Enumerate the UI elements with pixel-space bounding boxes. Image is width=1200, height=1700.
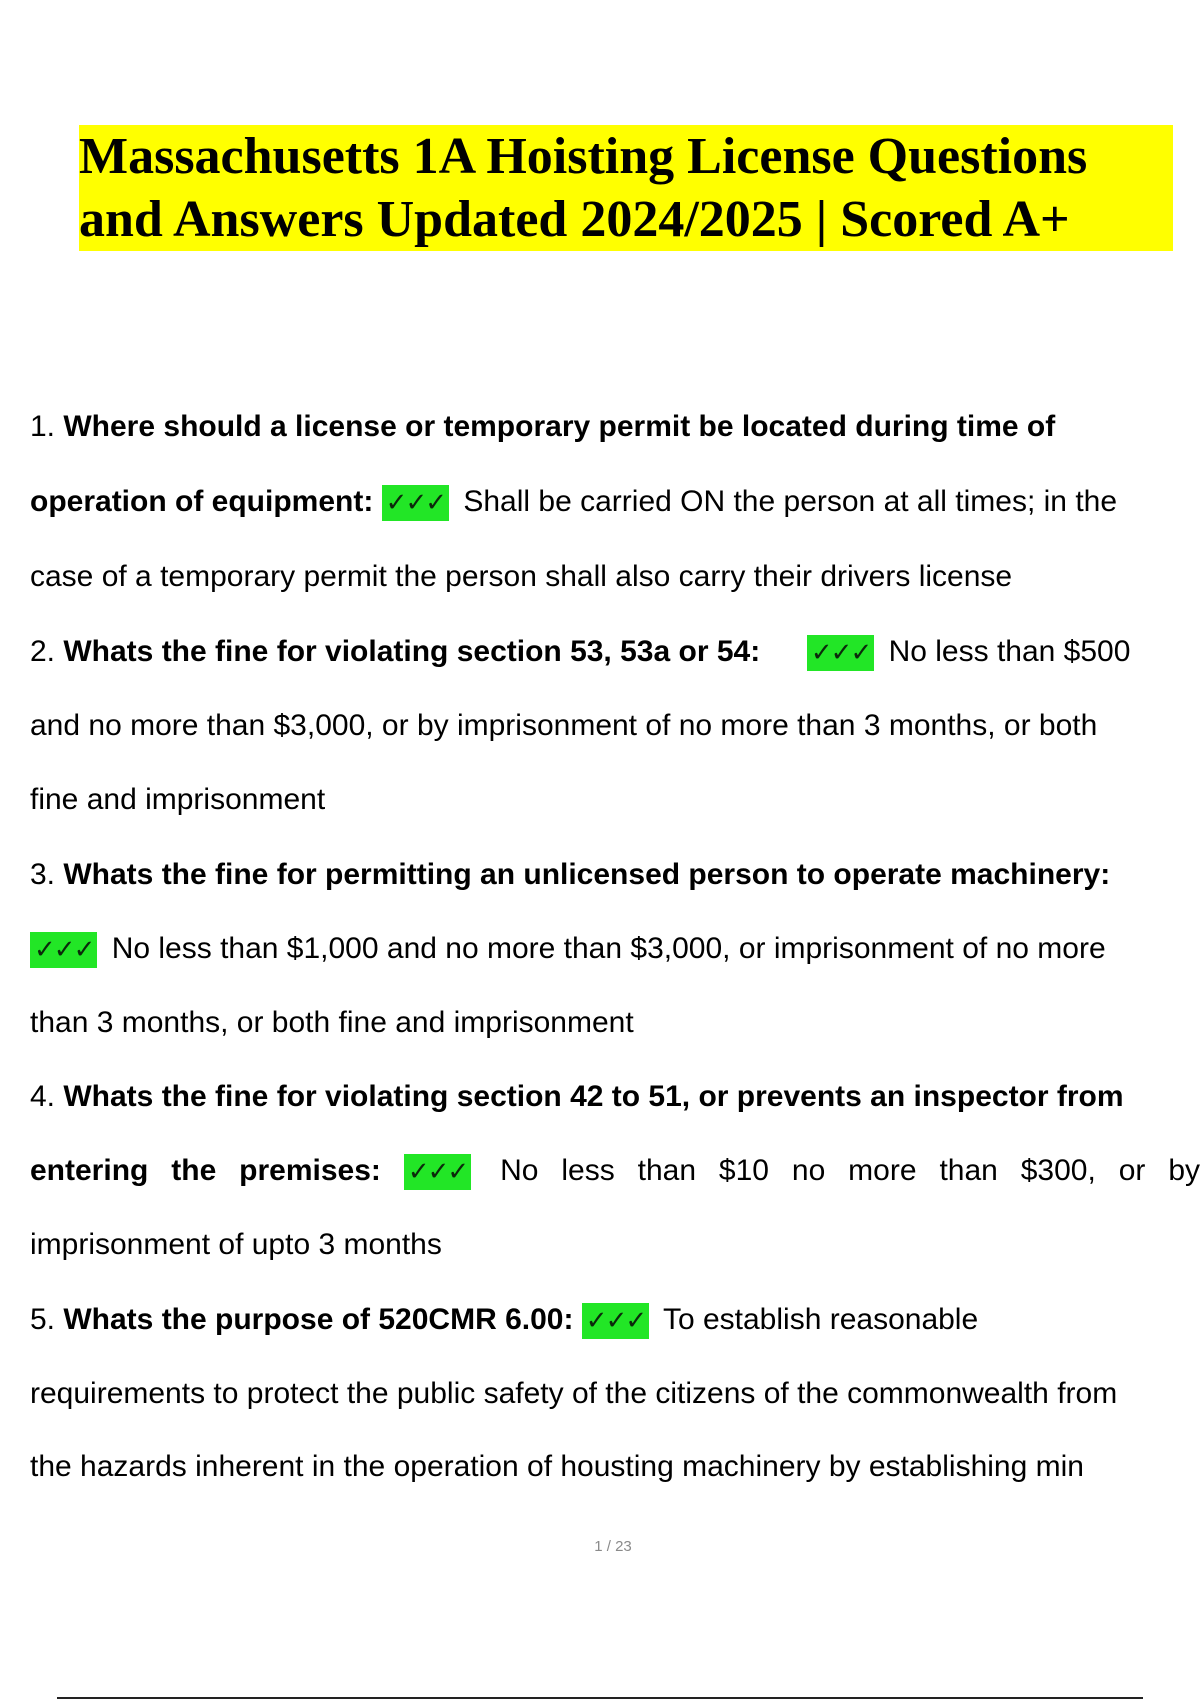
q4-answer-part2: imprisonment of upto 3 months [30,1228,442,1261]
title-line-2: and Answers Updated 2024/2025 | Scored A+ [79,191,1070,248]
q5-line-2 [30,1374,1117,1414]
q5-question: Whats the purpose of 520CMR 6.00: [63,1303,582,1336]
q2-line-1 [30,632,1130,672]
q4-check-icon: ✓✓✓ [404,1154,471,1190]
page-indicator: 1 / 23 [594,1538,632,1555]
bottom-divider [57,1697,1143,1699]
q5-check-icon: ✓✓✓ [582,1303,649,1339]
q3-line-1 [30,855,1110,895]
q5-answer-part3: the hazards inherent in the operation of housting machinery by establishing min [30,1450,1084,1483]
q1-answer-part2: case of a temporary permit the person shall also carry their drivers license [30,560,1013,593]
q4-number: 4. [30,1080,64,1113]
q3-line-2 [30,929,1106,969]
title-line-1: Massachusetts 1A Hoisting License Questions [79,128,1088,185]
q2-check-icon: ✓✓✓ [807,635,874,671]
q5-line-1 [30,1300,978,1340]
q2-answer-part2: and no more than $3,000, or by imprisonment of no more than 3 months, or both [30,709,1098,742]
q3-answer-part2: than 3 months, or both fine and imprisonment [30,1006,634,1039]
q2-answer-part3: fine and imprisonment [30,783,326,816]
q1-question-part1: Where should a license or temporary permit be located during time of [63,410,1056,443]
q3-line-3 [30,1003,634,1043]
q1-line-2 [30,482,1117,522]
q4-question-part1: Whats the fine for violating section 42 to 51, or prevents an inspector from [63,1080,1124,1113]
q1-number: 1. [30,410,64,443]
q2-line-3 [30,780,325,820]
q5-line-3 [30,1447,1084,1487]
q1-line-3 [30,557,1012,597]
q3-number: 3. [30,858,64,891]
q5-answer-part2: requirements to protect the public safety of the citizens of the commonwealth from [30,1377,1118,1410]
q1-line-1 [30,407,1055,447]
q5-number: 5. [30,1303,64,1336]
q3-question: Whats the fine for permitting an unlicensed person to operate machinery: [63,858,1111,891]
q4-answer-part1: No less than $10 no more than $300, or by [500,1154,1200,1187]
q2-answer-part1: No less than $500 [888,635,1131,668]
q4-line-1 [30,1077,1124,1117]
q1-answer-part1: Shall be carried ON the person at all times; in the [463,485,1118,518]
q3-answer-part1: No less than $1,000 and no more than $3,000, or imprisonment of no more [111,932,1106,965]
q2-question: Whats the fine for violating section 53, 53a or 54: [63,635,769,668]
q2-line-2 [30,706,1097,746]
q4-line-3 [30,1225,442,1265]
q4-question-part2: entering the premises: [30,1154,404,1187]
q1-question-part2: operation of equipment: [30,485,382,518]
q1-check-icon: ✓✓✓ [382,485,449,521]
q2-number: 2. [30,635,64,668]
q4-line-2 [30,1151,1200,1191]
title-highlight [79,125,1173,251]
q5-answer-part1: To establish reasonable [662,1303,979,1336]
q3-check-icon: ✓✓✓ [30,932,97,968]
